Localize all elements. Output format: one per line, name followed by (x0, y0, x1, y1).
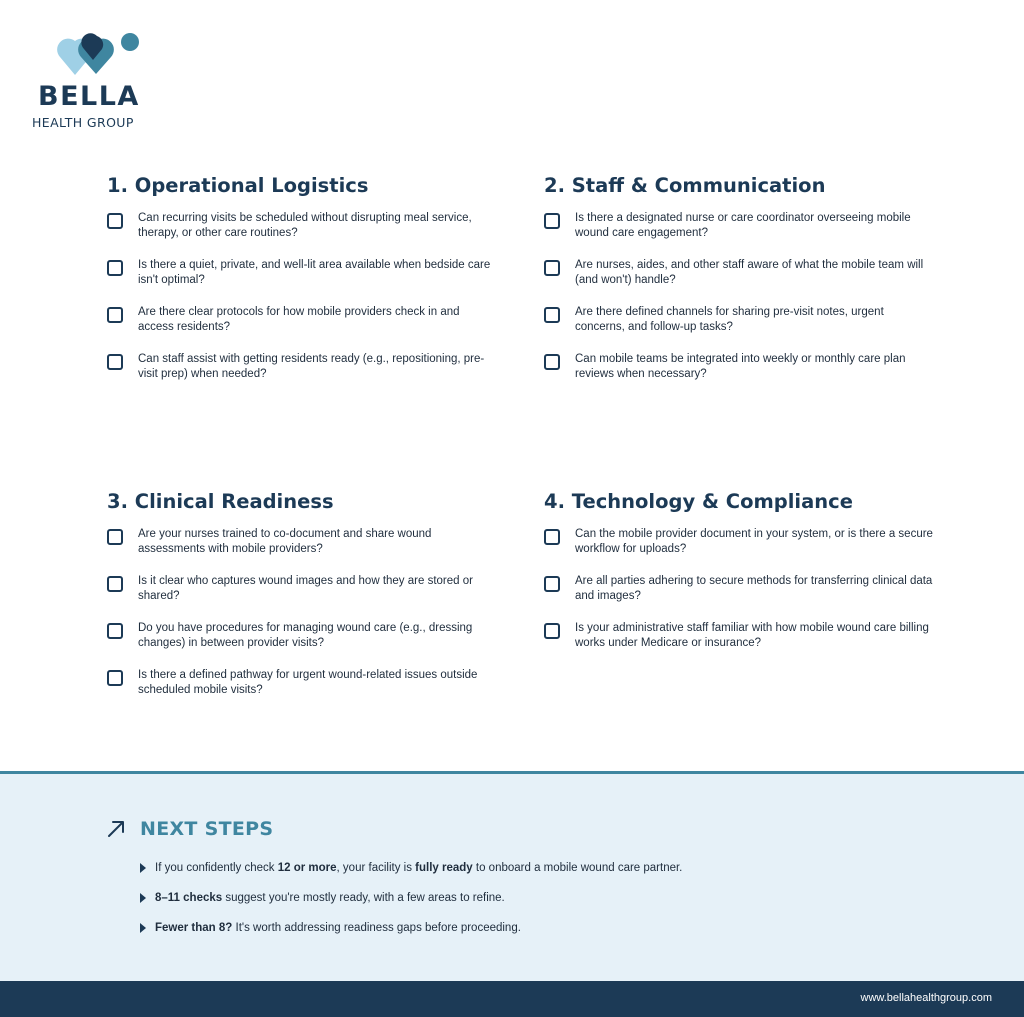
item-text: Is there a designated nurse or care coordinator overseeing mobile wound care engagement? (575, 212, 911, 239)
list-item (140, 913, 682, 943)
checkbox[interactable] (107, 623, 123, 639)
checklist-item (107, 668, 497, 715)
item-text: Are there defined channels for sharing pre-visit notes, urgent concerns, and follow-up tasks? (575, 306, 884, 333)
checklist-item (107, 527, 497, 574)
section-title: 2. Staff & Communication (544, 174, 826, 197)
checkbox[interactable] (544, 307, 560, 323)
arrow-up-right-icon (106, 819, 126, 839)
item-text: Are your nurses trained to co-document and share wound assessments with mobile providers? (138, 528, 432, 555)
checkbox[interactable] (107, 576, 123, 592)
footer-url[interactable]: www.bellahealthgroup.com (860, 992, 992, 1004)
section-staff-communication (544, 174, 934, 399)
item-text: Are nurses, aides, and other staff aware of what the mobile team will (and won't) handle? (575, 259, 924, 286)
item-text: Is there a defined pathway for urgent wound-related issues outside scheduled mobile visits? (138, 669, 478, 696)
checklist-item (544, 258, 934, 305)
brand-name: BELLA (38, 81, 140, 112)
checkbox[interactable] (544, 576, 560, 592)
checklist-item (107, 574, 497, 621)
next-steps-header (106, 818, 273, 840)
checklist-item (107, 211, 497, 258)
checklist-item (107, 621, 497, 668)
section-title: 3. Clinical Readiness (107, 490, 334, 513)
triangle-bullet-icon (140, 893, 146, 903)
item-text: Is there a quiet, private, and well-lit area available when bedside care isn't optimal? (138, 259, 491, 286)
item-text: Can mobile teams be integrated into weekly or monthly care plan reviews when necessary? (575, 353, 906, 380)
hearts-logo-icon (57, 30, 147, 80)
triangle-bullet-icon (140, 923, 146, 933)
bullet-text: 8–11 checks suggest you're mostly ready, with a few areas to refine. (155, 892, 505, 904)
item-text: Do you have procedures for managing wound care (e.g., dressing changes) in between provider visits? (138, 622, 473, 649)
section-clinical-readiness (107, 490, 497, 715)
next-steps-title: NEXT STEPS (140, 818, 274, 840)
section-title: 4. Technology & Compliance (544, 490, 853, 513)
checklist-item (107, 258, 497, 305)
list-item (140, 853, 682, 883)
checklist-item (544, 352, 934, 399)
checkbox[interactable] (544, 260, 560, 276)
checkbox[interactable] (544, 529, 560, 545)
checkbox[interactable] (107, 213, 123, 229)
item-text: Are there clear protocols for how mobile providers check in and access residents? (138, 306, 460, 333)
footer (0, 981, 1024, 1017)
brand-subtitle: HEALTH GROUP (32, 115, 134, 130)
checklist-item (544, 527, 934, 574)
checkbox[interactable] (544, 623, 560, 639)
checkbox[interactable] (107, 260, 123, 276)
list-item (140, 883, 682, 913)
checklist-item (544, 211, 934, 258)
checkbox[interactable] (544, 213, 560, 229)
checkbox[interactable] (544, 354, 560, 370)
item-text: Can the mobile provider document in your system, or is there a secure workflow for uploads? (575, 528, 933, 555)
bullet-text: If you confidently check 12 or more, your facility is fully ready to onboard a mobile wound care partner. (155, 862, 683, 874)
checkbox[interactable] (107, 529, 123, 545)
section-operational-logistics (107, 174, 497, 399)
bullet-text: Fewer than 8? It's worth addressing readiness gaps before proceeding. (155, 922, 521, 934)
checklist-item (107, 305, 497, 352)
item-text: Are all parties adhering to secure methods for transferring clinical data and images? (575, 575, 933, 602)
triangle-bullet-icon (140, 863, 146, 873)
checkbox[interactable] (107, 307, 123, 323)
item-text: Is your administrative staff familiar with how mobile wound care billing works under Medicare or insurance? (575, 622, 929, 649)
checkbox[interactable] (107, 670, 123, 686)
checklist-item (107, 352, 497, 399)
next-steps-panel (0, 771, 1024, 981)
next-steps-list (140, 853, 682, 943)
checklist-item (544, 621, 934, 668)
item-text: Can recurring visits be scheduled without disrupting meal service, therapy, or other care routines? (138, 212, 472, 239)
section-technology-compliance (544, 490, 934, 668)
checklist-item (544, 574, 934, 621)
checkbox[interactable] (107, 354, 123, 370)
item-text: Is it clear who captures wound images and how they are stored or shared? (138, 575, 473, 602)
section-title: 1. Operational Logistics (107, 174, 369, 197)
checklist-item (544, 305, 934, 352)
item-text: Can staff assist with getting residents ready (e.g., repositioning, pre-visit prep) when needed? (138, 353, 485, 380)
